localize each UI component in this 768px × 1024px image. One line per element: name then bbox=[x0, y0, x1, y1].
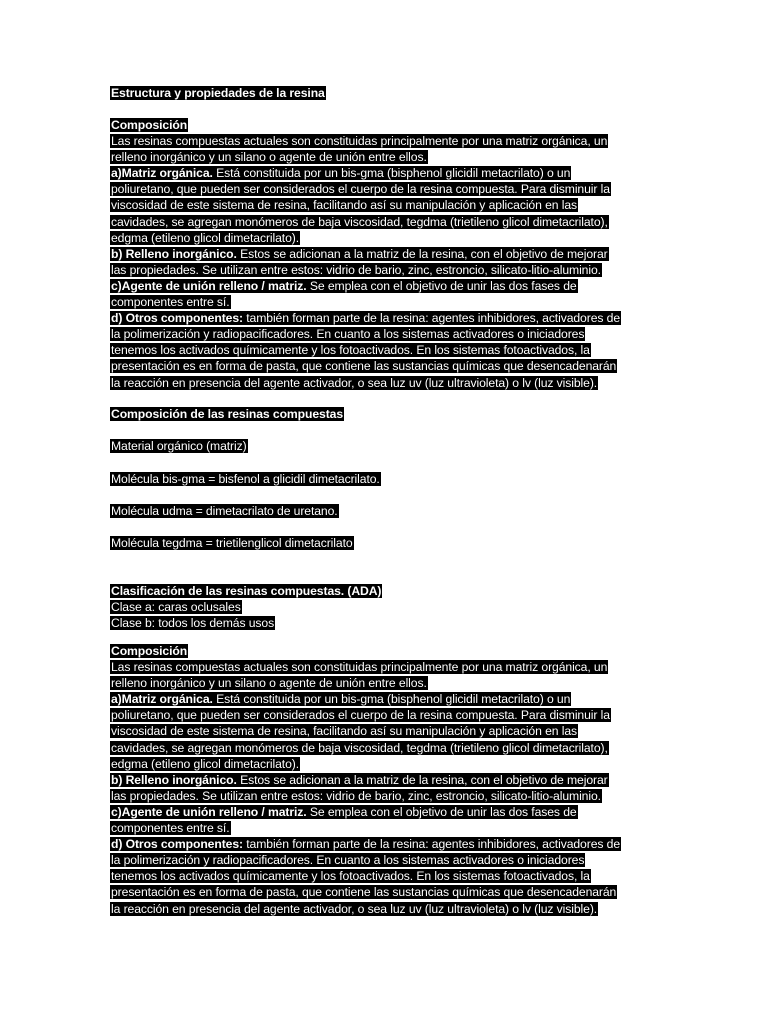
section-4-line bbox=[110, 773, 609, 788]
bold-label: c)Agente de unión relleno / matriz. bbox=[111, 278, 307, 293]
section-2-heading: Composición de las resinas compuestas bbox=[111, 407, 344, 421]
section-1-heading: Composición bbox=[111, 118, 188, 132]
section-4-line bbox=[110, 837, 621, 852]
section-1-line bbox=[110, 279, 578, 294]
bold-label: d) Otros componentes: bbox=[111, 311, 243, 326]
document-title: Estructura y propiedades de la resina bbox=[111, 86, 325, 100]
highlighted-text: b) Relleno inorgánico. Estos se adicionan a la matriz de la resina, con el objetivo de mejorar bbox=[111, 772, 608, 787]
highlighted-text: a)Matriz orgánica. Está constituida por un bis-gma (bisphenol glicidil metacrilato) o un bbox=[111, 692, 571, 707]
section-1-line bbox=[110, 182, 611, 197]
section-1-line bbox=[110, 311, 621, 326]
highlighted-text: poliuretano, que pueden ser considerados el cuerpo de la resina compuesta. Para disminuir la bbox=[111, 708, 610, 723]
highlighted-text: poliuretano, que pueden ser considerados el cuerpo de la resina compuesta. Para disminuir la bbox=[111, 182, 610, 197]
section-1-line bbox=[110, 231, 300, 246]
highlighted-text: Las resinas compuestas actuales son constituidas principalmente por una matriz orgánica, un bbox=[111, 134, 608, 148]
highlighted-text: Las resinas compuestas actuales son constituidas principalmente por una matriz orgánica, un bbox=[111, 660, 608, 674]
highlighted-text: b) Relleno inorgánico. Estos se adicionan a la matriz de la resina, con el objetivo de mejorar bbox=[111, 246, 608, 261]
section-4-line bbox=[110, 885, 617, 900]
highlighted-text: viscosidad de este sistema de resina, facilitando así su manipulación y aplicación en las bbox=[111, 724, 577, 739]
section-1-line bbox=[110, 376, 598, 391]
highlighted-text: las propiedades. Se utilizan entre estos: vidrio de bario, zinc, estroncio, silicato-litio-aluminio. bbox=[111, 788, 601, 803]
bold-label: a)Matriz orgánica. bbox=[111, 166, 213, 181]
section-4-line bbox=[110, 821, 231, 836]
highlighted-text: c)Agente de unión relleno / matriz. Se emplea con el objetivo de unir las dos fases de bbox=[111, 278, 577, 293]
section-4-line bbox=[110, 708, 611, 723]
highlighted-text: c)Agente de unión relleno / matriz. Se emplea con el objetivo de unir las dos fases de bbox=[111, 804, 577, 819]
section-1-line bbox=[110, 295, 231, 310]
section-4-heading: Composición bbox=[111, 644, 188, 658]
highlighted-text: presentación es en forma de pasta, que contiene las sustancias químicas que desencadenarán bbox=[111, 885, 617, 900]
section-4-line bbox=[110, 692, 571, 707]
highlighted-text: la polimerización y radiopacificadores. En cuanto a los sistemas activadores o iniciadores bbox=[111, 327, 585, 342]
bold-label: b) Relleno inorgánico. bbox=[111, 246, 237, 261]
section-4-line bbox=[110, 757, 300, 772]
section-1-line bbox=[110, 150, 428, 165]
section-3-heading: Clasificación de las resinas compuestas. (ADA) bbox=[111, 584, 382, 598]
section-4-line bbox=[110, 676, 428, 691]
section-4-line bbox=[110, 902, 598, 917]
section-1-line bbox=[110, 198, 578, 213]
bold-label: b) Relleno inorgánico. bbox=[111, 772, 237, 787]
highlighted-text: d) Otros componentes: también forman parte de la resina: agentes inhibidores, activadores de bbox=[111, 311, 621, 326]
highlighted-text: cavidades, se agregan monómeros de baja viscosidad, tegdma (trietileno glicol dimetacrilato), bbox=[111, 214, 608, 229]
bold-label: c)Agente de unión relleno / matriz. bbox=[111, 804, 307, 819]
highlighted-text: edgma (etileno glicol dimetacrilato). bbox=[111, 230, 300, 245]
section-1-line bbox=[110, 359, 617, 374]
bold-label: a)Matriz orgánica. bbox=[111, 692, 213, 707]
section-1-line bbox=[110, 327, 585, 342]
bold-label: d) Otros componentes: bbox=[111, 837, 243, 852]
section-4-line bbox=[110, 789, 602, 804]
highlighted-text: relleno inorgánico y un silano o agente de unión entre ellos. bbox=[111, 676, 427, 691]
highlighted-text: presentación es en forma de pasta, que contiene las sustancias químicas que desencadenarán bbox=[111, 359, 617, 374]
highlighted-text: componentes entre sí. bbox=[111, 295, 230, 309]
section-4-line bbox=[110, 724, 578, 739]
highlighted-text: las propiedades. Se utilizan entre estos: vidrio de bario, zinc, estroncio, silicato-litio-aluminio. bbox=[111, 262, 601, 277]
section-2-item: Molécula tegdma = trietilenglicol dimetacrilato bbox=[111, 536, 353, 550]
section-1-line bbox=[110, 134, 608, 149]
highlighted-text: la polimerización y radiopacificadores. En cuanto a los sistemas activadores o iniciadores bbox=[111, 853, 585, 868]
highlighted-text: tenemos los activados químicamente y los fotoactivados. En los sistemas fotoactivados, la bbox=[111, 343, 590, 358]
highlighted-text: d) Otros componentes: también forman parte de la resina: agentes inhibidores, activadores de bbox=[111, 837, 621, 852]
section-1-line bbox=[110, 343, 591, 358]
highlighted-text: la reacción en presencia del agente activador, o sea luz uv (luz ultravioleta) o lv (luz visible). bbox=[111, 901, 598, 916]
section-3-item: Clase a: caras oclusales bbox=[111, 600, 241, 614]
section-2-item: Molécula bis-gma = bisfenol a glicidil dimetacrilato. bbox=[111, 472, 380, 486]
section-1-line bbox=[110, 166, 571, 181]
section-2-item: Material orgánico (matriz) bbox=[111, 439, 247, 453]
highlighted-text: a)Matriz orgánica. Está constituida por un bis-gma (bisphenol glicidil metacrilato) o un bbox=[111, 166, 571, 181]
highlighted-text: viscosidad de este sistema de resina, facilitando así su manipulación y aplicación en las bbox=[111, 198, 577, 213]
highlighted-text: componentes entre sí. bbox=[111, 821, 230, 835]
highlighted-text: la reacción en presencia del agente activador, o sea luz uv (luz ultravioleta) o lv (luz visible). bbox=[111, 375, 598, 390]
section-3-item: Clase b: todos los demás usos bbox=[111, 616, 275, 630]
section-1-line bbox=[110, 215, 609, 230]
section-4-line bbox=[110, 869, 591, 884]
highlighted-text: edgma (etileno glicol dimetacrilato). bbox=[111, 756, 300, 771]
highlighted-text: relleno inorgánico y un silano o agente de unión entre ellos. bbox=[111, 150, 427, 165]
section-1-line bbox=[110, 247, 609, 262]
highlighted-text: tenemos los activados químicamente y los fotoactivados. En los sistemas fotoactivados, la bbox=[111, 869, 590, 884]
section-4-line bbox=[110, 853, 585, 868]
section-2-item: Molécula udma = dimetacrilato de uretano. bbox=[111, 504, 338, 518]
highlighted-text: cavidades, se agregan monómeros de baja viscosidad, tegdma (trietileno glicol dimetacrilato), bbox=[111, 740, 608, 755]
section-1-line bbox=[110, 263, 602, 278]
section-4-line bbox=[110, 741, 609, 756]
section-4-line bbox=[110, 660, 608, 675]
section-4-line bbox=[110, 805, 578, 820]
